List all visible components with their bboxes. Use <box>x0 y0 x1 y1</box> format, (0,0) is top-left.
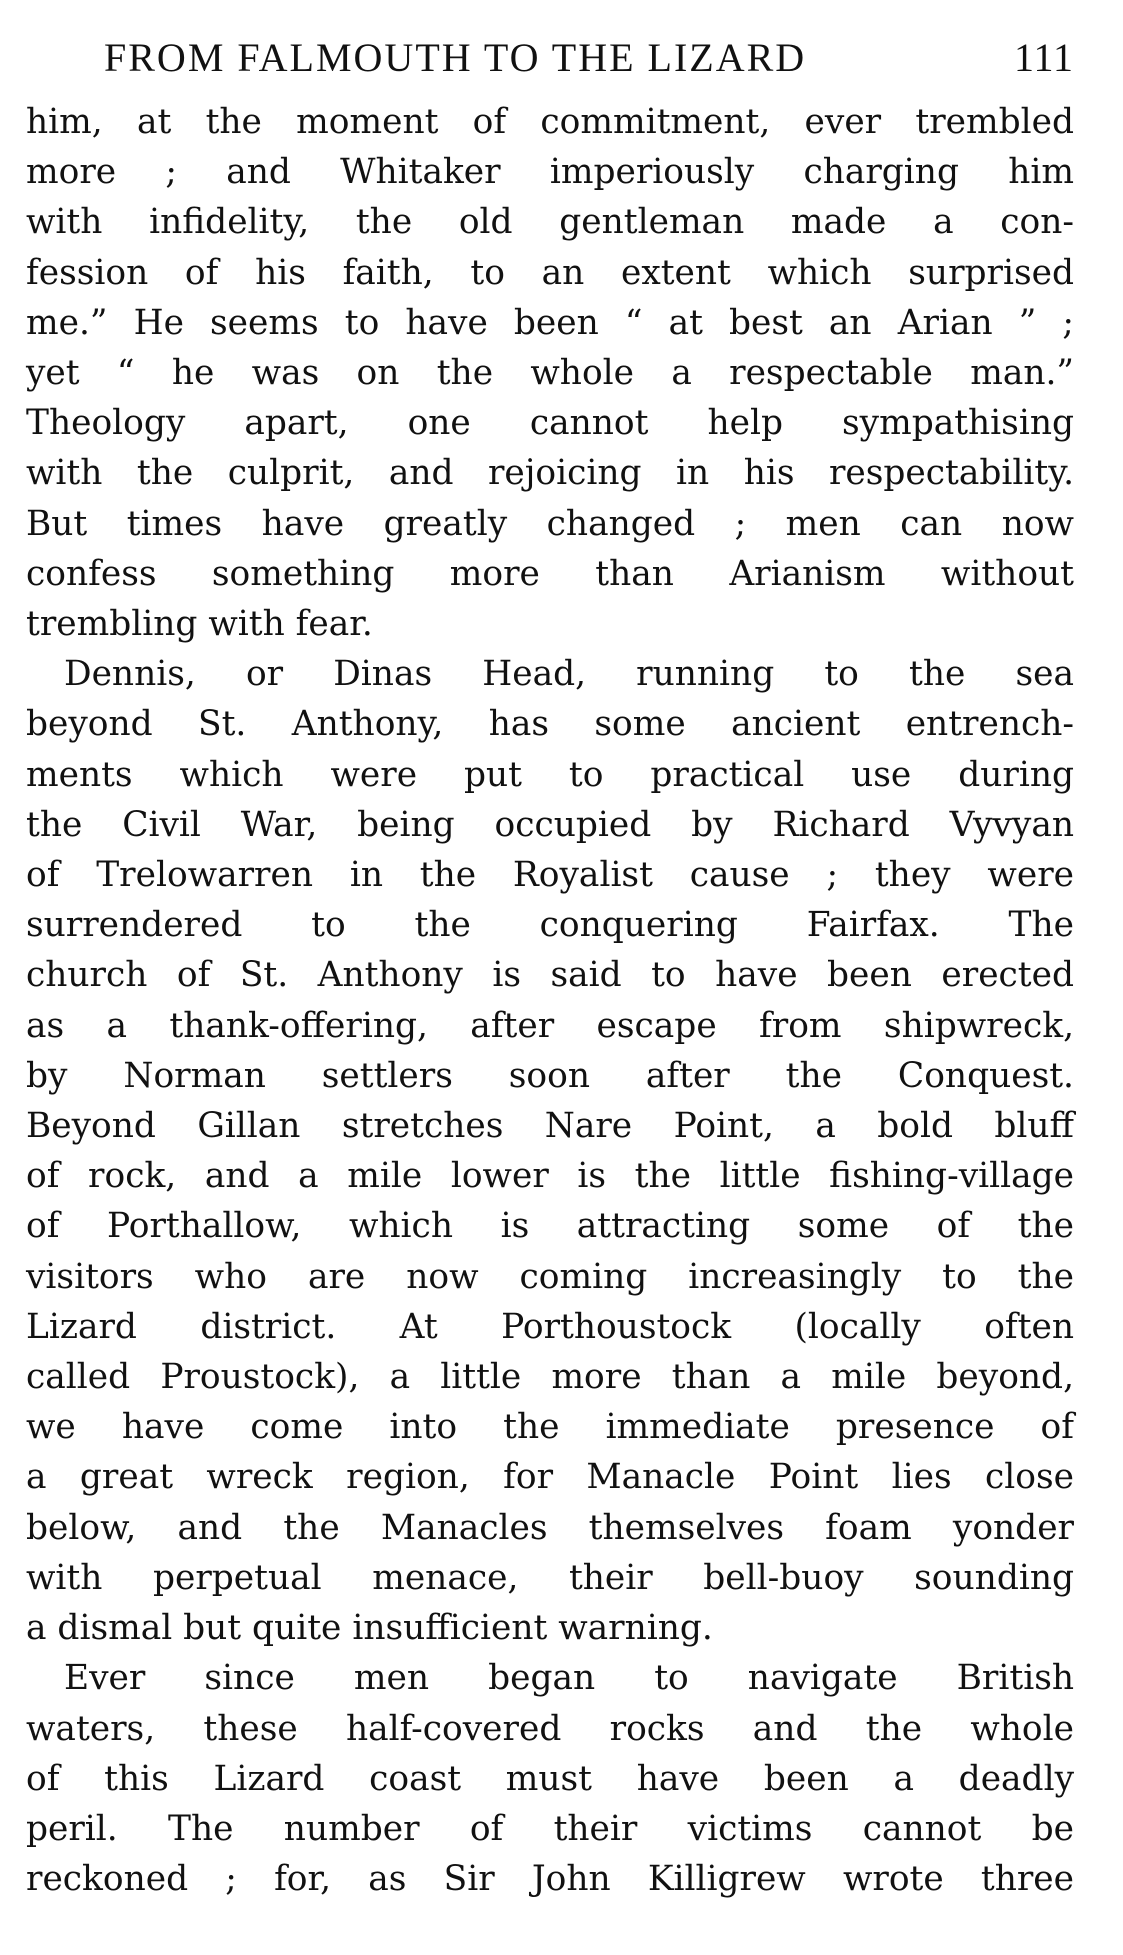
paragraph <box>26 649 1074 1653</box>
paragraph <box>26 97 1074 649</box>
text-line: But times have greatly changed ; men can now <box>26 503 1074 544</box>
text-line: with perpetual menace, their bell-buoy sounding <box>26 1557 1074 1598</box>
paragraph <box>26 1653 1074 1904</box>
text-line: of Trelowarren in the Royalist cause ; they were <box>26 855 1074 896</box>
text-line: Beyond Gillan stretches Nare Point, a bold bluff <box>26 1106 1074 1147</box>
text-line: peril. The number of their victims cannot be <box>26 1808 1074 1849</box>
text-line: of this Lizard coast must have been a deadly <box>26 1758 1074 1799</box>
text-line: Dennis, or Dinas Head, running to the sea <box>64 654 1074 695</box>
text-line: me.” He seems to have been “ at best an Arian ” ; <box>26 302 1074 343</box>
text-line: as a thank-offering, after escape from shipwreck, <box>26 1005 1074 1046</box>
text-line: called Proustock), a little more than a mile beyond, <box>26 1357 1074 1398</box>
running-head <box>104 34 1074 81</box>
text-line: the Civil War, being occupied by Richard Vyvyan <box>26 804 1074 845</box>
text-line: of Porthallow, which is attracting some of the <box>26 1206 1074 1247</box>
text-line: Ever since men began to navigate British <box>64 1658 1074 1699</box>
text-line: below, and the Manacles themselves foam yonder <box>26 1507 1074 1548</box>
text-line: reckoned ; for, as Sir John Killigrew wrote three <box>26 1859 1074 1900</box>
text-line: more ; and Whitaker imperiously charging him <box>26 152 1074 193</box>
text-line: confess something more than Arianism without <box>26 553 1074 594</box>
text-line: a great wreck region, for Manacle Point lies close <box>26 1457 1074 1498</box>
text-line: waters, these half-covered rocks and the whole <box>26 1708 1074 1749</box>
text-line: with infidelity, the old gentleman made a con- <box>26 202 1074 243</box>
text-line: surrendered to the conquering Fairfax. The <box>26 905 1074 946</box>
text-line: Theology apart, one cannot help sympathising <box>26 403 1074 444</box>
book-page <box>26 34 1074 1904</box>
text-line: we have come into the immediate presence of <box>26 1407 1074 1448</box>
text-line: ments which were put to practical use during <box>26 754 1074 795</box>
text-line: visitors who are now coming increasingly to the <box>26 1256 1074 1297</box>
page-number: 111 <box>1013 35 1074 80</box>
text-line: with the culprit, and rejoicing in his respectability. <box>26 453 1074 494</box>
text-line: yet “ he was on the whole a respectable man.” <box>26 353 1074 394</box>
text-line: trembling with fear. <box>26 604 373 645</box>
body-text <box>26 97 1074 1904</box>
text-line: beyond St. Anthony, has some ancient entrench- <box>26 704 1074 745</box>
text-line: a dismal but quite insufficient warning. <box>26 1608 713 1649</box>
running-head-title: FROM FALMOUTH TO THE LIZARD <box>104 35 807 80</box>
text-line: church of St. Anthony is said to have been erected <box>26 955 1074 996</box>
text-line: fession of his faith, to an extent which surprised <box>26 252 1074 293</box>
text-line: by Norman settlers soon after the Conquest. <box>26 1055 1074 1096</box>
text-line: Lizard district. At Porthoustock (locally often <box>26 1306 1074 1347</box>
text-line: of rock, and a mile lower is the little fishing-village <box>26 1156 1074 1197</box>
text-line: him, at the moment of commitment, ever trembled <box>26 102 1074 142</box>
